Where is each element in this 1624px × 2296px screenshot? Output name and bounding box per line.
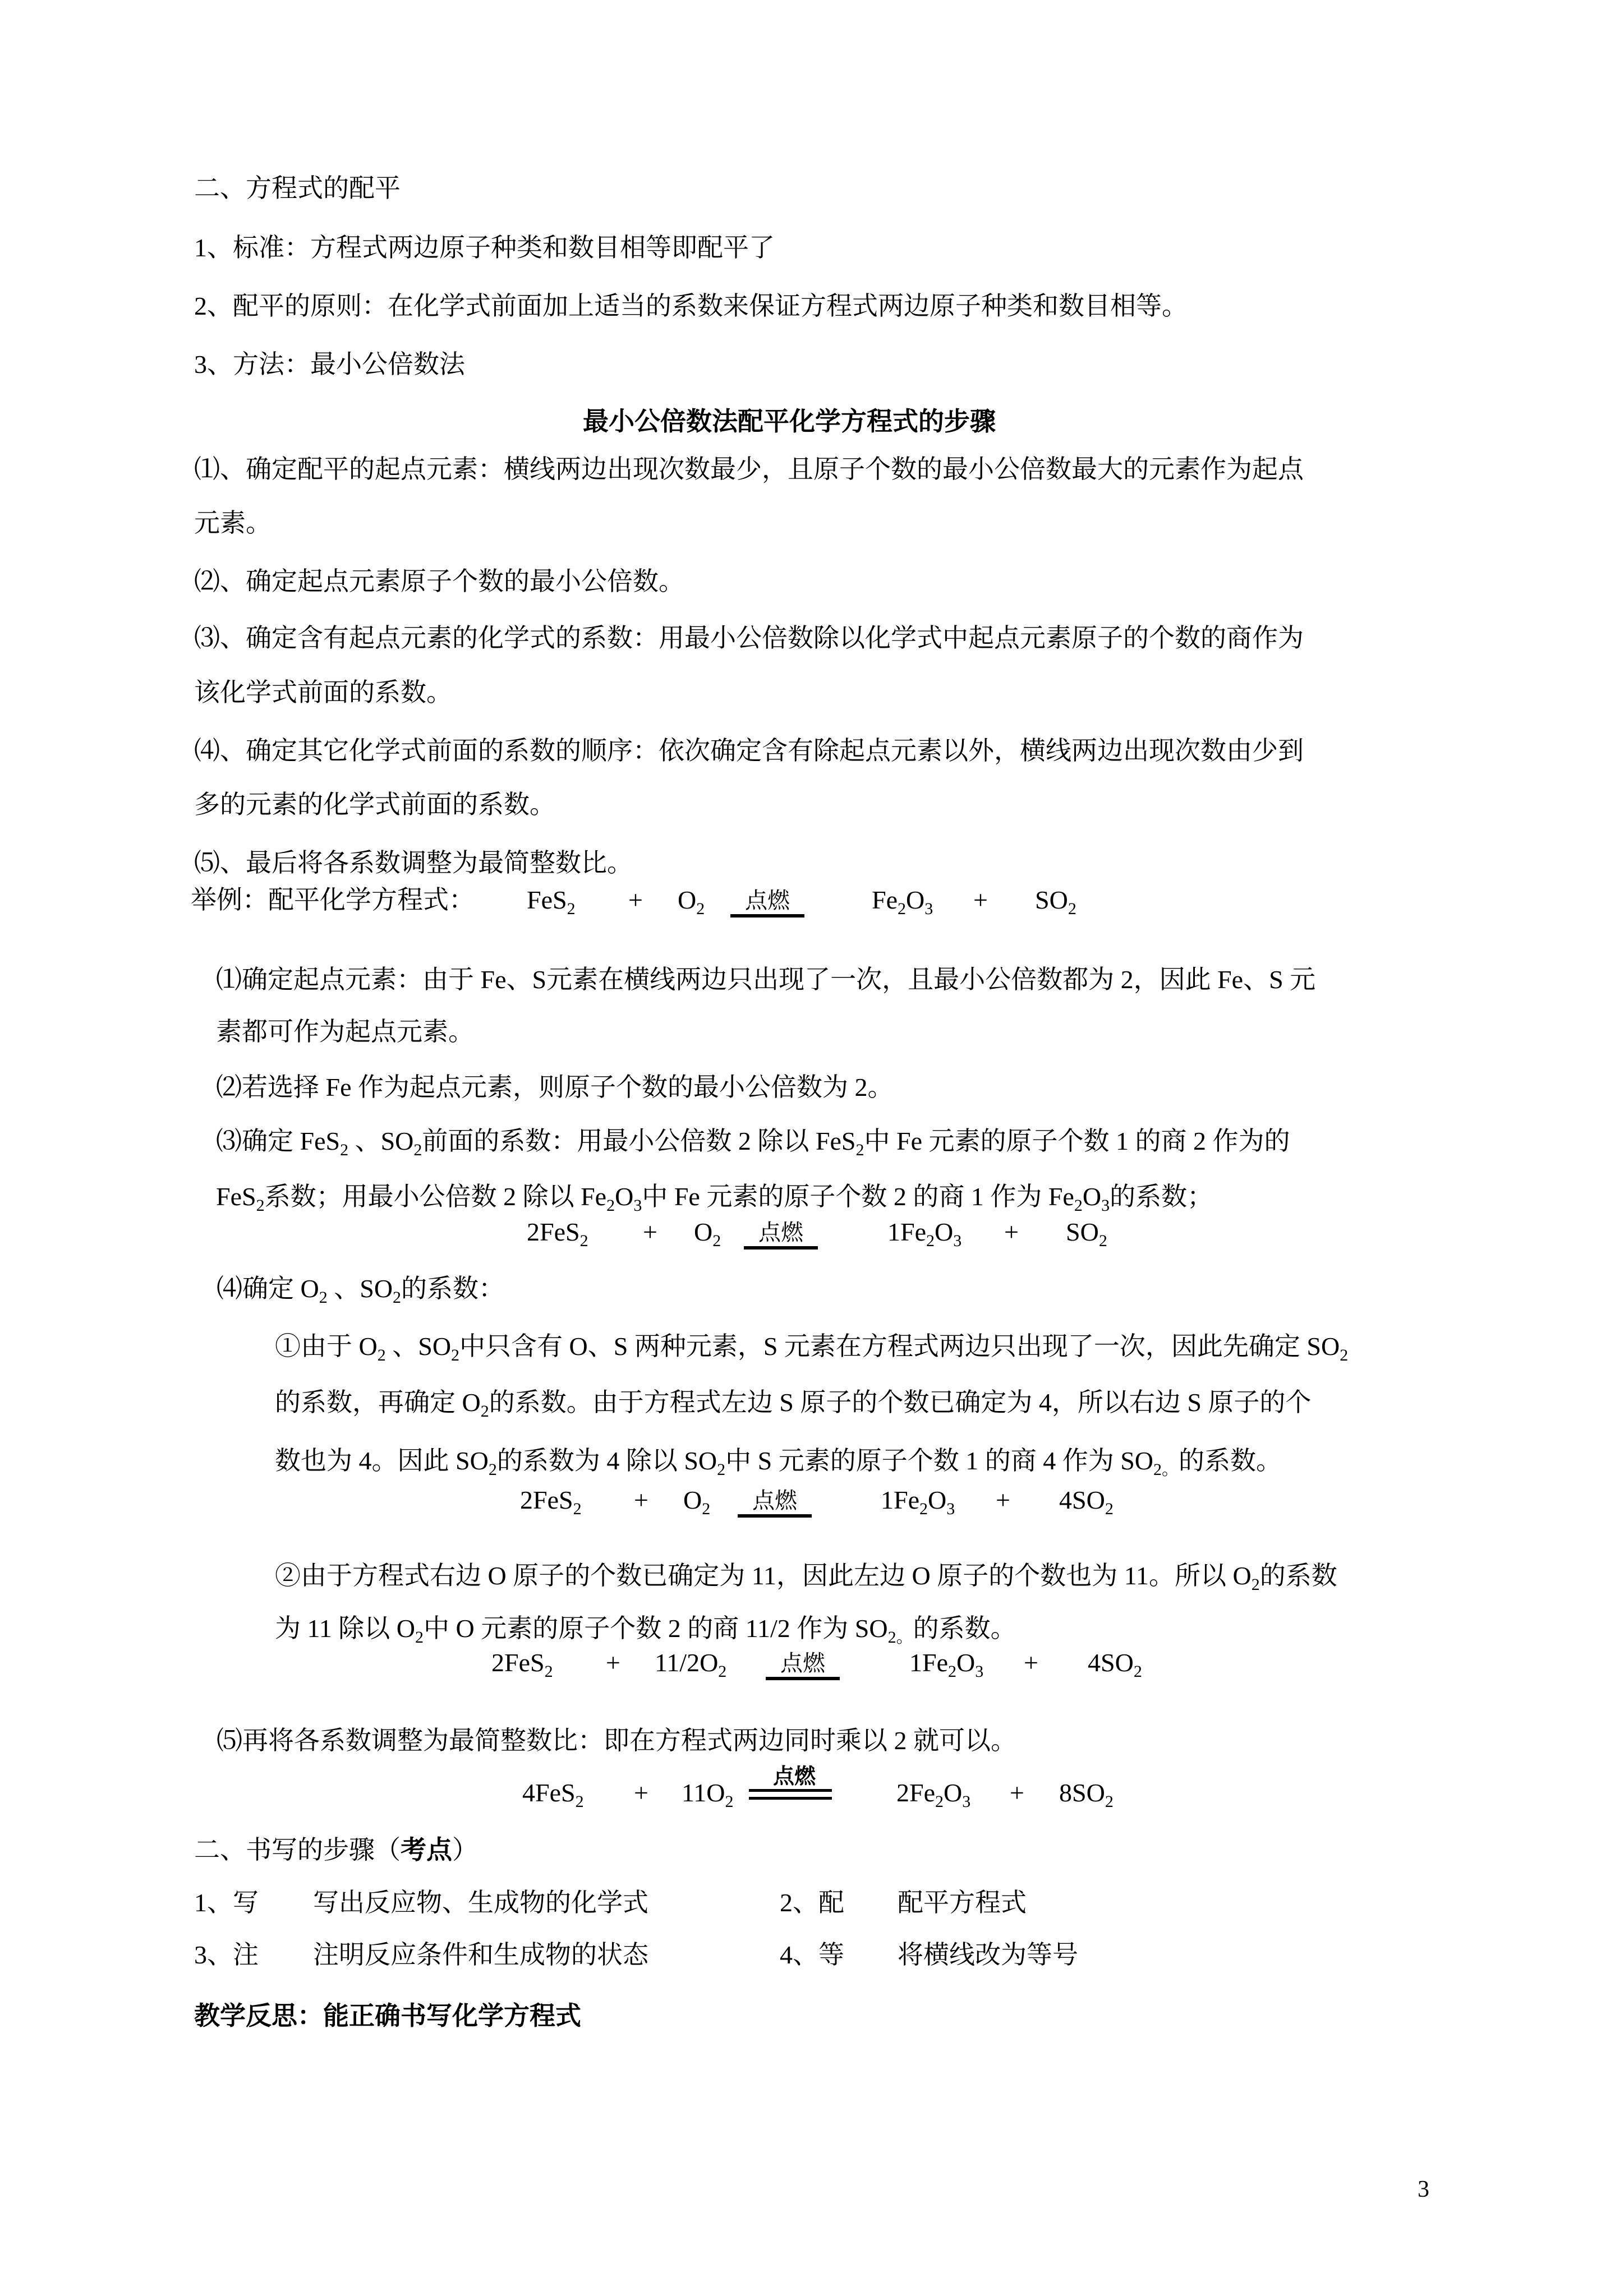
writing-step-2-desc: 配平方程式 xyxy=(898,1888,1027,1917)
substep-4-case1-line1: ①由于 $O_2$ 、$SO_2$中只含有 O、S 两种元素，S 元素在方程式两边只出现了一次，因此先确定 $SO_2$ xyxy=(275,1332,1349,1364)
writing-step-3-num: 3、注 xyxy=(194,1940,259,1969)
writing-step-4-num: 4、等 xyxy=(780,1940,844,1969)
eq3-plus-1: + xyxy=(606,1648,620,1677)
substep-3-line1: ⑶确定 FeS$_2$ 、$SO_2$前面的系数：用最小公倍数 2 除以 FeS$_2$中 Fe 元素的原子个数 1 的商 2 作为的 xyxy=(216,1127,1290,1159)
writing-step-1-desc: 写出反应物、生成物的化学式 xyxy=(313,1888,648,1917)
eq4-product-1: $2Fe_2O_3$ xyxy=(896,1778,971,1811)
substep-4-case1-line3: 数也为 4。因此 $SO_2$的系数为 4 除以 $SO_2$中 S 元素的原子个数 1 的商 4 作为 $SO_{2。}$的系数。 xyxy=(275,1446,1282,1479)
section-heading: 二、方程式的配平 xyxy=(194,174,401,202)
eq4-equals-line-bottom xyxy=(749,1797,832,1800)
writing-step-1-num: 1、写 xyxy=(194,1888,259,1917)
eq1-condition: 点燃 xyxy=(744,1220,818,1250)
eq0-product-2: $SO_2$ xyxy=(1035,886,1076,918)
writing-step-2-num: 2、配 xyxy=(780,1888,844,1917)
substep-4-title: ⑷确定 $O_2$ 、$SO_2$的系数： xyxy=(217,1274,505,1307)
step-3-line2: 该化学式前面的系数。 xyxy=(194,678,452,707)
eq3-product-1: $1Fe_2O_3$ xyxy=(909,1648,984,1681)
eq3-product-2: $4SO_2$ xyxy=(1088,1648,1142,1681)
eq2-reactant-2: $O_2$ xyxy=(683,1486,711,1518)
item-principle: 2、配平的原则：在化学式前面加上适当的系数来保证方程式两边原子种类和数目相等。 xyxy=(194,292,1188,320)
writing-step-4-desc: 将横线改为等号 xyxy=(898,1940,1078,1969)
eq1-plus-2: + xyxy=(1004,1218,1019,1246)
eq3-condition: 点燃 xyxy=(766,1651,840,1680)
substep-4-case1-line2: 的系数，再确定 $O_2$的系数。由于方程式左边 S 原子的个数已确定为 4，所以右边 S 原子的个 xyxy=(275,1388,1312,1421)
eq4-equals-line-top xyxy=(749,1789,832,1792)
substep-3-line2: FeS$_2$系数；用最小公倍数 2 除以 $Fe_2O_3$中 Fe 元素的原子个数 2 的商 1 作为 $Fe_2O_3$的系数； xyxy=(216,1182,1213,1215)
page-number: 3 xyxy=(1418,2177,1429,2202)
eq1-reactant-2: $O_2$ xyxy=(694,1218,721,1250)
eq3-plus-2: + xyxy=(1024,1648,1038,1677)
substep-4-case2-line2: 为 11 除以 $O_2$中 O 元素的原子个数 2 的商 11/2 作为 $SO_{2。}$的系数。 xyxy=(275,1614,1016,1647)
eq0-plus-2: + xyxy=(973,886,988,914)
substep-4-case2-line1: ②由于方程式右边 O 原子的个数已确定为 11，因此左边 O 原子的个数也为 11。所以 $O_2$的系数 xyxy=(275,1561,1337,1594)
substep-1-line1: ⑴确定起点元素：由于 Fe、S元素在横线两边只出现了一次，且最小公倍数都为 2，因此 Fe、S 元 xyxy=(216,965,1316,994)
step-4-line1: ⑷、确定其它化学式前面的系数的顺序：依次确定含有除起点元素以外，横线两边出现次数由少到 xyxy=(194,736,1304,765)
eq2-product-2: $4SO_2$ xyxy=(1059,1486,1114,1518)
substep-1-line2: 素都可作为起点元素。 xyxy=(216,1017,474,1046)
eq0-reactant-1: FeS$_2$ xyxy=(527,886,576,918)
substep-5: ⑸再将各系数调整为最简整数比：即在方程式两边同时乘以 2 就可以。 xyxy=(217,1726,1016,1755)
step-2: ⑵、确定起点元素原子个数的最小公倍数。 xyxy=(194,567,684,596)
exam-point-label: 考点 xyxy=(401,1836,452,1864)
eq3-reactant-1: 2FeS$_2$ xyxy=(491,1648,553,1681)
eq4-product-2: $8SO_2$ xyxy=(1059,1778,1114,1811)
eq2-condition: 点燃 xyxy=(738,1488,812,1518)
teaching-reflection: 教学反思：能正确书写化学方程式 xyxy=(194,2002,581,2030)
step-1-line2: 元素。 xyxy=(194,509,272,537)
eq1-reactant-1: 2FeS$_2$ xyxy=(527,1218,588,1250)
steps-title: 最小公倍数法配平化学方程式的步骤 xyxy=(583,407,996,436)
step-1-line1: ⑴、确定配平的起点元素：横线两边出现次数最少，且原子个数的最小公倍数最大的元素作为起点 xyxy=(194,455,1304,483)
eq2-reactant-1: 2FeS$_2$ xyxy=(520,1486,582,1518)
eq0-product-1: $Fe_2O_3$ xyxy=(872,886,933,918)
eq4-plus-1: + xyxy=(634,1778,648,1807)
eq0-condition: 点燃 xyxy=(730,888,804,918)
writing-step-3-desc: 注明反应条件和生成物的状态 xyxy=(313,1940,648,1969)
eq4-condition: 点燃 xyxy=(773,1765,816,1788)
eq4-reactant-2: $11O_2$ xyxy=(682,1778,734,1811)
eq4-reactant-1: 4FeS$_2$ xyxy=(522,1778,584,1811)
eq1-product-2: $SO_2$ xyxy=(1066,1218,1107,1250)
step-3-line1: ⑶、确定含有起点元素的化学式的系数：用最小公倍数除以化学式中起点元素原子的个数的商作为 xyxy=(194,624,1304,652)
eq4-plus-2: + xyxy=(1010,1778,1024,1807)
eq2-plus-1: + xyxy=(634,1486,648,1514)
step-5: ⑸、最后将各系数调整为最简整数比。 xyxy=(194,849,633,877)
eq1-plus-1: + xyxy=(643,1218,657,1246)
example-label: 举例：配平化学方程式： xyxy=(191,886,475,914)
item-method: 3、方法：最小公倍数法 xyxy=(194,350,465,379)
eq2-product-1: $1Fe_2O_3$ xyxy=(881,1486,955,1518)
eq1-product-1: $1Fe_2O_3$ xyxy=(887,1218,962,1250)
substep-2: ⑵若选择 Fe 作为起点元素，则原子个数的最小公倍数为 2。 xyxy=(216,1073,894,1101)
step-4-line2: 多的元素的化学式前面的系数。 xyxy=(194,790,555,819)
eq0-plus-1: + xyxy=(628,886,643,914)
eq2-plus-2: + xyxy=(996,1486,1010,1514)
writing-heading: 二、书写的步骤（考点） xyxy=(194,1836,478,1864)
eq0-reactant-2: $O_2$ xyxy=(678,886,705,918)
eq3-reactant-2: $11/2O_2$ xyxy=(655,1648,727,1681)
item-standard: 1、标准：方程式两边原子种类和数目相等即配平了 xyxy=(194,233,775,262)
